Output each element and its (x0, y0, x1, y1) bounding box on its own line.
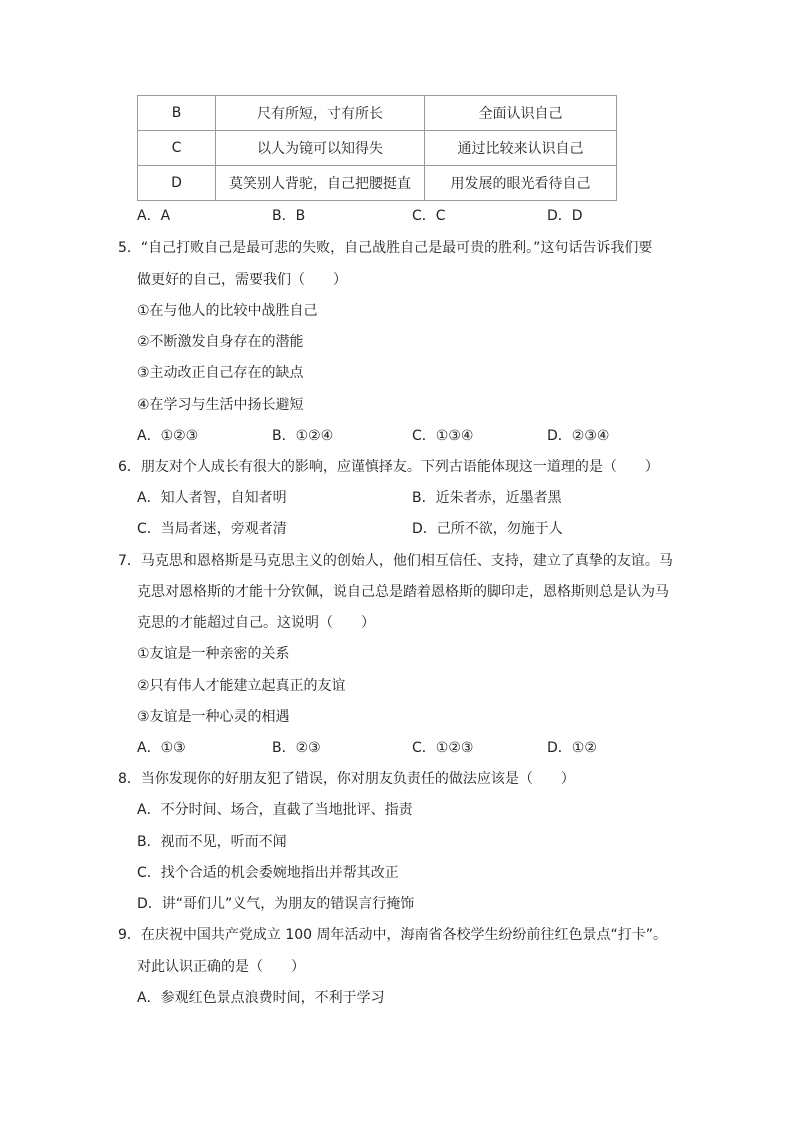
table-cell: 尺有所短，寸有所长 (216, 96, 425, 131)
option-c: C．①②③ (412, 740, 474, 756)
option-c: C．当局者迷，旁观者清 (137, 521, 287, 537)
table-cell: 以人为镜可以知得失 (216, 131, 425, 166)
option-b: B．②③ (272, 740, 321, 756)
q9-option-a: A．参观红色景点浪费时间，不利于学习 (137, 990, 385, 1006)
option-d: D．②③④ (547, 428, 610, 444)
option-a: A．①②③ (137, 428, 199, 444)
q4-table (137, 95, 617, 201)
option-c: C．C (412, 208, 446, 224)
q8-option-c: C．找个合适的机会委婉地指出并帮其改正 (137, 865, 399, 881)
q7-item-3: ③友谊是一种心灵的相遇 (137, 709, 290, 725)
q8-stem: 8．当你发现你的好朋友犯了错误，你对朋友负责任的做法应该是（ ） (118, 771, 575, 787)
option-a: A．①③ (137, 740, 186, 756)
table-cell: C (138, 131, 216, 166)
option-d: D．①② (547, 740, 597, 756)
table-row (138, 96, 617, 131)
table-cell: 用发展的眼光看待自己 (425, 166, 617, 201)
table-cell: D (138, 166, 216, 201)
option-b: B．B (272, 208, 306, 224)
table-cell: 通过比较来认识自己 (425, 131, 617, 166)
q7-stem-line3: 克思的才能超过自己。这说明（ ） (137, 615, 375, 631)
table-cell: B (138, 96, 216, 131)
q7-item-1: ①友谊是一种亲密的关系 (137, 646, 290, 662)
option-a: A．知人者智，自知者明 (137, 490, 287, 506)
option-c: C．①③④ (412, 428, 474, 444)
q9-stem-line1: 9．在庆祝中国共产党成立 100 周年活动中，海南省各校学生纷纷前往红色景点“打卡”。 (118, 927, 668, 943)
table-row (138, 166, 617, 201)
table-cell: 莫笑别人背驼，自己把腰挺直 (216, 166, 425, 201)
q5-item-2: ②不断激发自身存在的潜能 (137, 334, 304, 350)
q8-option-d: D．讲“哥们儿”义气，为朋友的错误言行掩饰 (137, 896, 415, 912)
q7-stem-line2: 克思对恩格斯的才能十分钦佩，说自己总是踏着恩格斯的脚印走，恩格斯则总是认为马 (137, 584, 669, 600)
q5-item-3: ③主动改正自己存在的缺点 (137, 365, 304, 381)
q9-stem-line2: 对此认识正确的是（ ） (137, 959, 305, 975)
q8-option-a: A．不分时间、场合，直截了当地批评、指责 (137, 802, 413, 818)
option-b: B．近朱者赤，近墨者黑 (412, 490, 562, 506)
option-d: D．己所不欲，勿施于人 (412, 521, 563, 537)
q7-stem-line1: 7．马克思和恩格斯是马克思主义的创始人，他们相互信任、支持，建立了真挚的友谊。马 (118, 553, 673, 569)
option-d: D．D (547, 208, 583, 224)
q5-stem-line2: 做更好的自己，需要我们（ ） (137, 272, 347, 288)
q7-item-2: ②只有伟人才能建立起真正的友谊 (137, 678, 346, 694)
q8-option-b: B．视而不见，听而不闻 (137, 834, 287, 850)
table-cell: 全面认识自己 (425, 96, 617, 131)
q6-stem: 6．朋友对个人成长有很大的影响，应谨慎择友。下列古语能体现这一道理的是（ ） (118, 459, 659, 475)
q5-stem-line1: 5．“自己打败自己是最可悲的失败，自己战胜自己是最可贵的胜利。”这句话告诉我们要 (118, 240, 653, 256)
table-row (138, 131, 617, 166)
q5-item-1: ①在与他人的比较中战胜自己 (137, 303, 318, 319)
option-a: A．A (137, 208, 171, 224)
option-b: B．①②④ (272, 428, 334, 444)
q5-item-4: ④在学习与生活中扬长避短 (137, 397, 304, 413)
